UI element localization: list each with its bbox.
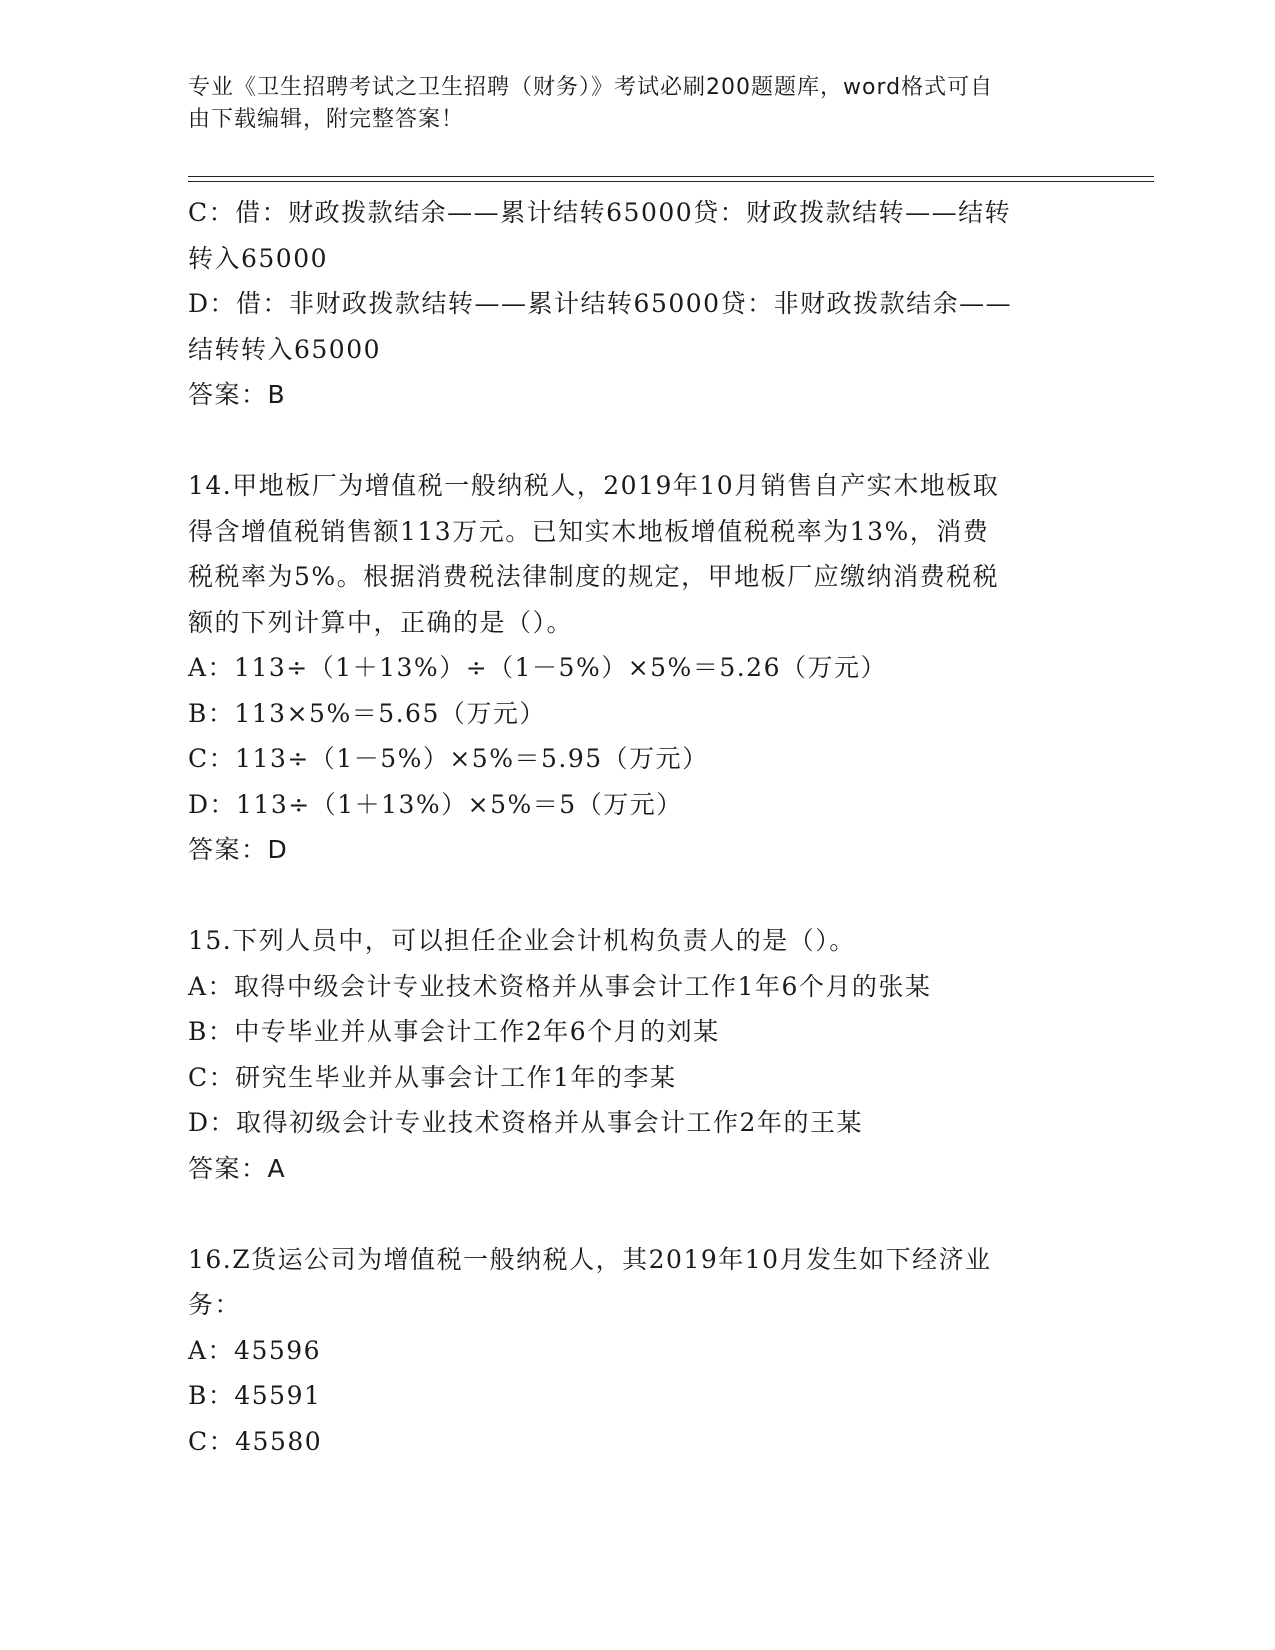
header-double-rule <box>188 176 1154 182</box>
text-line: C：借：财政拨款结余——累计结转65000贷：财政拨款结转——结转 <box>188 198 1012 227</box>
text-line: B：45591 <box>188 1381 322 1410</box>
paragraph-gap <box>188 873 1088 919</box>
answer-line: 答案：A <box>188 1153 287 1183</box>
text-line: C：113÷（1－5%）×5%＝5.95（万元） <box>188 744 709 773</box>
text-line: D：取得初级会计专业技术资格并从事会计工作2年的王某 <box>188 1108 863 1137</box>
text-line: A：取得中级会计专业技术资格并从事会计工作1年6个月的张某 <box>188 971 932 1001</box>
text-line: A：45596 <box>188 1335 322 1365</box>
text-line: B：113×5%＝5.65（万元） <box>188 698 546 728</box>
text-line: 16.Z货运公司为增值税一般纳税人，其2019年10月发生如下经济业 <box>188 1244 992 1274</box>
paragraph-gap <box>188 418 1088 464</box>
text-line: 得含增值税销售额113万元。已知实木地板增值税税率为13%，消费 <box>188 516 990 546</box>
text-line: A：113÷（1＋13%）÷（1－5%）×5%＝5.26（万元） <box>188 653 887 682</box>
text-line: 15.下列人员中，可以担任企业会计机构负责人的是（）。 <box>188 926 856 955</box>
text-line: 务： <box>188 1290 242 1319</box>
document-body <box>188 190 1088 1464</box>
text-line: B：中专毕业并从事会计工作2年6个月的刘某 <box>188 1017 720 1046</box>
page-header <box>188 72 1088 136</box>
answer-line: 答案：D <box>188 835 289 864</box>
text-line: D：借：非财政拨款结转——累计结转65000贷：非财政拨款结余—— <box>188 289 1013 318</box>
text-line: C：45580 <box>188 1426 323 1456</box>
text-line: 结转转入65000 <box>188 334 382 364</box>
header-title-line-1: 专业《卫生招聘考试之卫生招聘（财务）》考试必刷200题题库，word格式可自 <box>188 75 994 100</box>
header-title-line-2: 由下载编辑，附完整答案！ <box>188 107 465 132</box>
paragraph-gap <box>188 1191 1088 1237</box>
text-line: 14.甲地板厂为增值税一般纳税人，2019年10月销售自产实木地板取 <box>188 471 1000 500</box>
text-line: 转入65000 <box>188 243 329 273</box>
text-line: 额的下列计算中，正确的是（）。 <box>188 607 574 637</box>
text-line: C：研究生毕业并从事会计工作1年的李某 <box>188 1062 677 1092</box>
answer-line: 答案：B <box>188 380 287 409</box>
text-line: D：113÷（1＋13%）×5%＝5（万元） <box>188 789 683 819</box>
text-line: 税税率为5%。根据消费税法律制度的规定，甲地板厂应缴纳消费税税 <box>188 562 1000 591</box>
